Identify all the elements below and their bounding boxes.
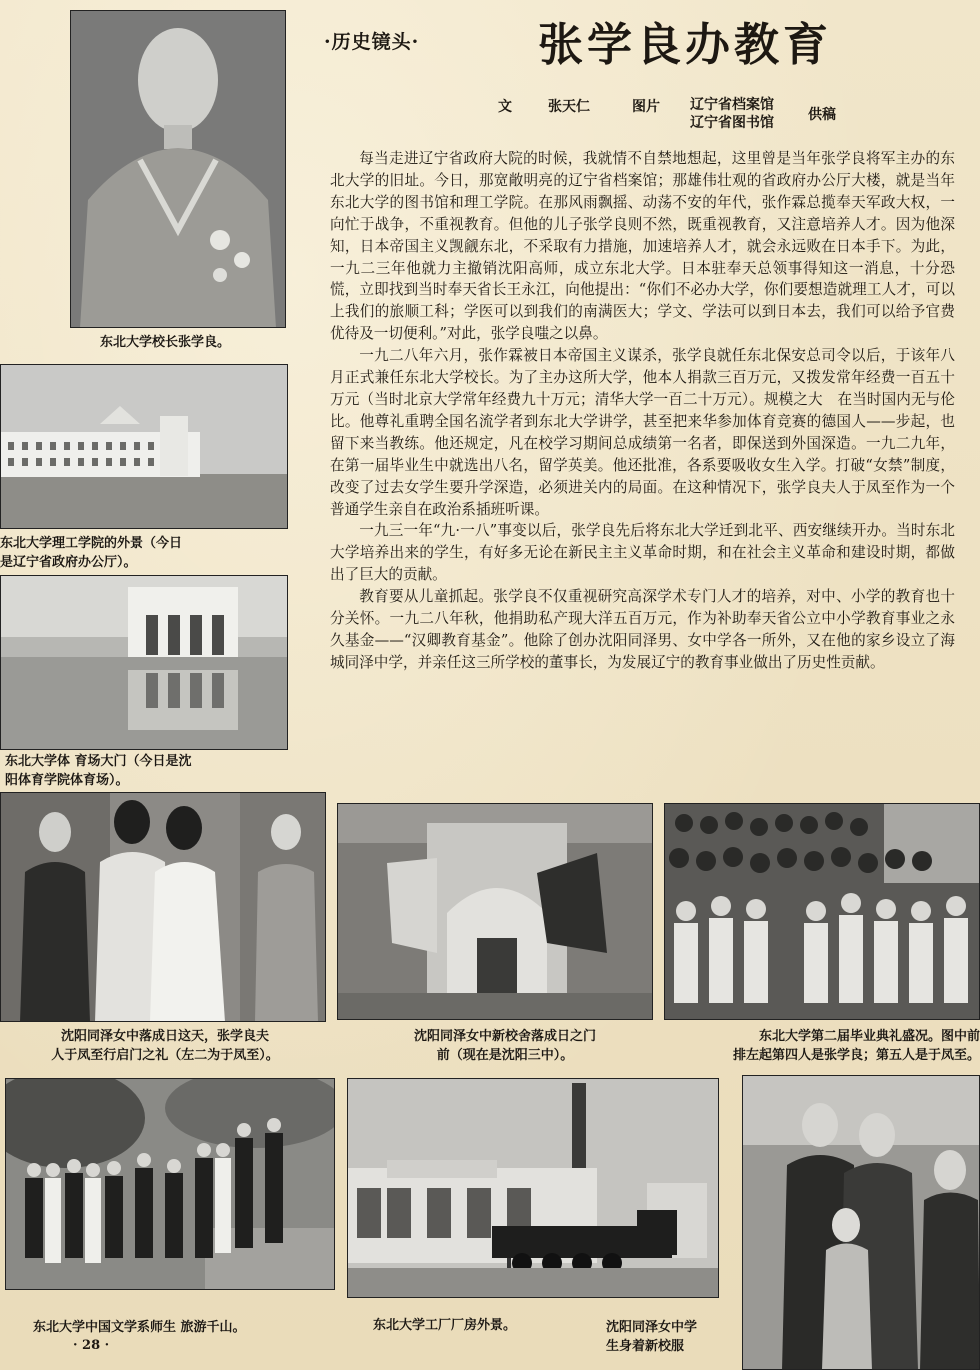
byline-source-2: 辽宁省图书馆	[690, 115, 774, 131]
factory-photo	[347, 1078, 719, 1298]
caption-graduation: 东北大学第二届毕业典礼盛况。图中前 排左起第四人是张学良；第五人是于凤至。	[732, 1029, 980, 1063]
portrait-photo	[70, 10, 286, 328]
page-number: · 28 ·	[73, 1338, 110, 1353]
caption-new-dorm: 沈阳同泽女中新校舍落成日之门 前（现在是沈阳三中）。	[413, 1029, 596, 1063]
uniform-photo	[742, 1075, 980, 1370]
column-tag: ·历史镜头·	[324, 31, 420, 53]
article-paragraph: 每当走进辽宁省政府大院的时候，我就情不自禁地想起，这里曾是当年张学良将军主办的东北大学的旧址。今日，那宽敞明亮的辽宁省档案馆；那雄伟壮观的省政府办公厅大楼，就是当年东北大学的图书馆和理工学院。在那风雨飘摇、动荡不安的年代，张作霖总揽奉天军政大权，一向忙于战争，不重视教育。但他的儿子张学良则不然，既重视教育，又注意培养人才。因为他深知，日本帝国主义觊觎东北，不采取有力措施，加速培养人才，就会永远败在日本手下。为此，一九二三年他就力主撤销沈阳高师，成立东北大学。日本驻奉天总领事得知这一消息，十分恐慌，立即找到当时奉天省长王永江，向他提出：“你们不必办大学，你们要想造就理工人才，可以上我们的旅顺工科；学医可以到我们的南满医大；学文、学法可以到日本去，我们可以给予官费优待及一切便利。”对此，张学良嗤之以鼻。	[330, 150, 955, 343]
byline-author: 张天仁	[548, 99, 590, 115]
caption-factory: 东北大学工厂厂房外景。	[373, 1318, 517, 1333]
byline-photo-label: 图片	[632, 99, 660, 115]
literature-trip-photo	[5, 1078, 335, 1290]
byline-provided: 供稿	[808, 107, 836, 123]
caption-uniform: 沈阳同泽女中学 生身着新校服	[606, 1320, 698, 1354]
engineering-school-photo	[0, 364, 288, 529]
girls-school-opening-photo	[0, 792, 326, 1022]
article-paragraph: 一九三一年“九·一八”事变以后，张学良先后将东北大学迁到北平、西安继续开办。当时东北大学培养出来的学生，有好多无论在新民主主义革命时期，和在社会主义革命和建设时期，都做出了巨大的贡献。	[330, 522, 955, 584]
article-paragraph: 教育要从儿童抓起。张学良不仅重视研究高深学术专门人才的培养，对中、小学的教育也十分关怀。一九二八年秋，他捐助私产现大洋五百万元，作为补助奉天省公立中小学教育事业之永久基金——“汉卿教育基金”。他除了创办沈阳同泽男、女中学各一所外，又在他的家乡设立了海城同泽中学，并亲任这三所学校的董事长，为发展辽宁的教育事业做出了历史性贡献。	[330, 588, 955, 671]
byline-source-1: 辽宁省档案馆	[690, 97, 774, 113]
caption-literature-trip: 东北大学中国文学系师生 旅游千山。	[33, 1320, 246, 1335]
article-title: 张学良办教育	[538, 18, 833, 71]
caption-girls-school-opening: 沈阳同泽女中落成日这天，张学良夫 人于凤至行启门之礼（左二为于凤至）。	[51, 1029, 279, 1063]
article-paragraph: 一九二八年六月，张作霖被日本帝国主义谋杀，张学良就任东北保安总司令以后，于该年八月正式兼任东北大学校长。为了主办这所大学，他本人捐款三百万元，又拨发常年经费一百五十万元（当时北京大学常年经费九十万元；清华大学一百二十万元）。规模之大 在当时国内无与伦比。他尊礼重聘全国名流学者到东北大学讲学，甚至把来华参加体育竞赛的德国人——步起，也留下来当教练。他还规定，凡在校学习期间总成绩第一名者，即保送到外国深造。一九二九年，在第一届毕业生中就选出八名，留学英美。他还批准，各系要吸收女生入学。打破“女禁”制度，改变了过去女学生要升学深造，必须进关内的局面。在这种情况下，张学良夫人于凤至作为一个普通学生亲自在政治系插班听课。	[330, 347, 955, 518]
graduation-photo	[664, 803, 980, 1020]
article-body	[330, 148, 955, 674]
new-dorm-gate-photo	[337, 803, 653, 1020]
stadium-gate-photo	[0, 575, 288, 750]
byline-text-label: 文	[498, 99, 512, 115]
caption-portrait: 东北大学校长张学良。	[100, 335, 231, 350]
caption-engineering: 东北大学理工学院的外景（今日 是辽宁省政府办公厅）。	[0, 536, 183, 570]
caption-stadium: 东北大学体 育场大门（今日是沈 阳体育学院体育场）。	[5, 754, 192, 788]
